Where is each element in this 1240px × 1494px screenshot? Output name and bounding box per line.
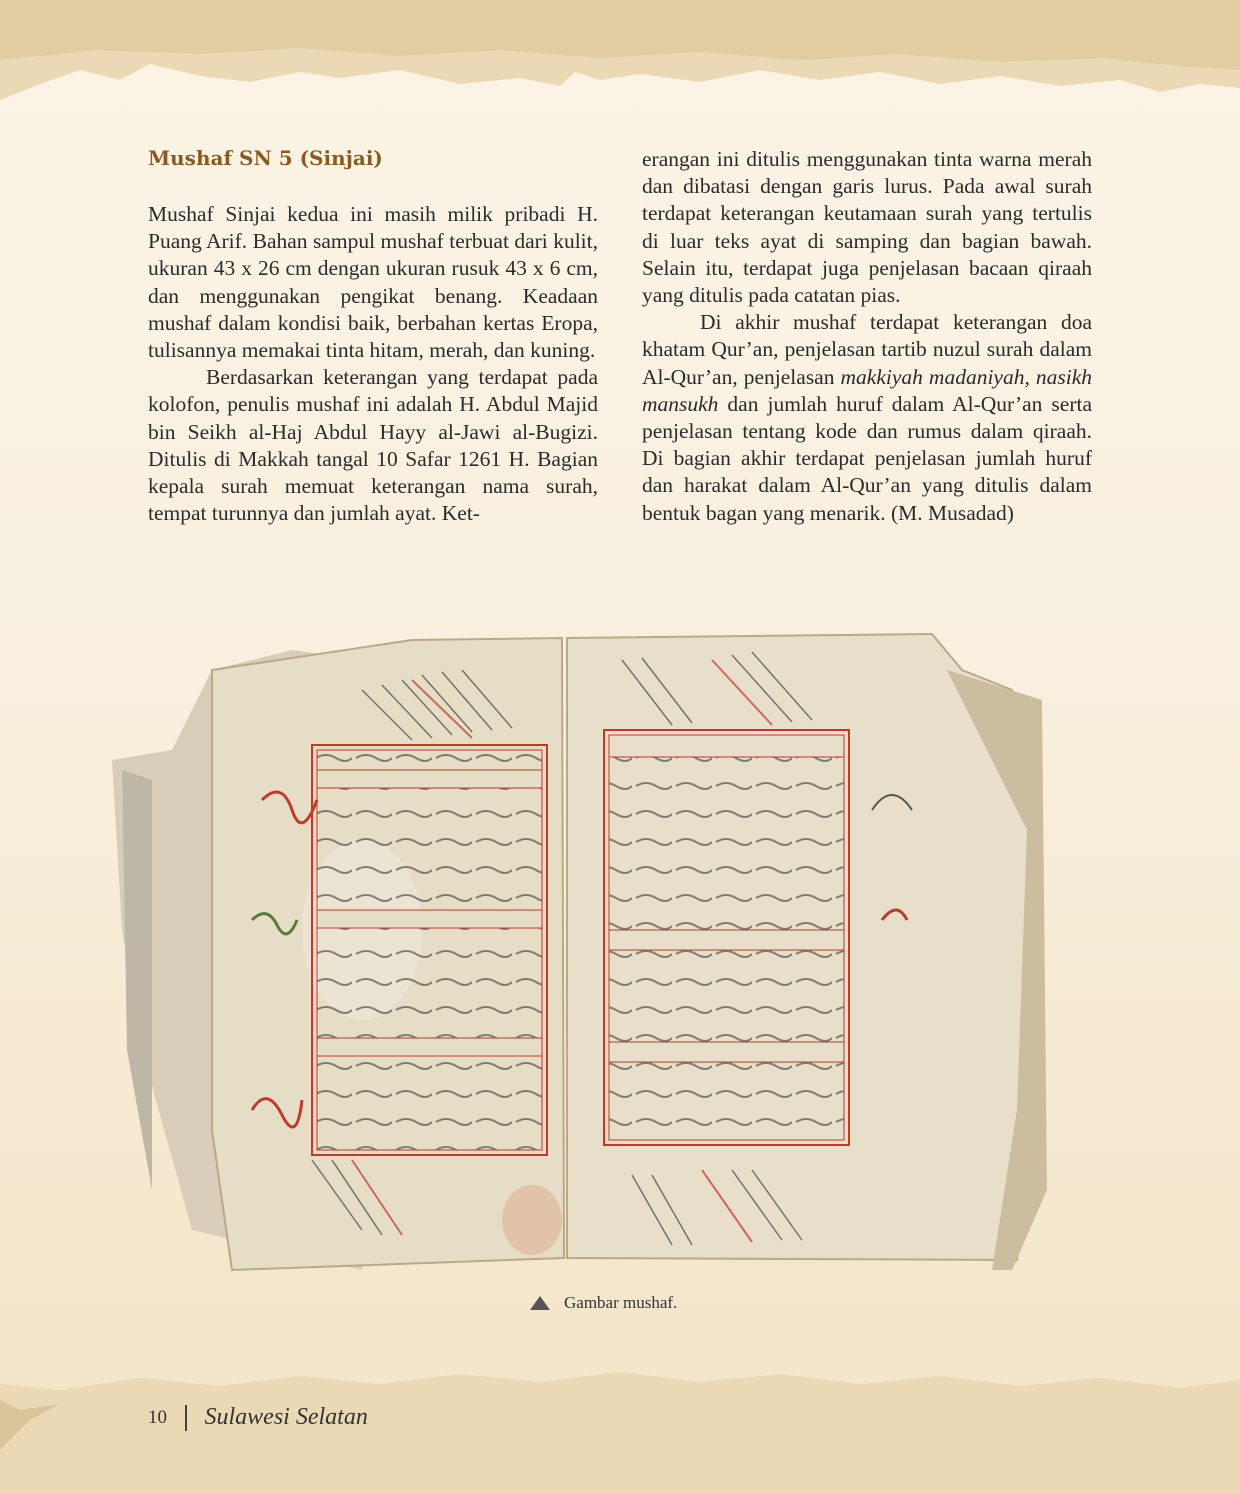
left-paragraph-2: Berdasarkan keterangan yang terdapat pada kolofon, penulis mushaf ini adalah H. Abdul Majid bin Seikh al-Haj Abdul Hayy al-Jawi al-Bugizi. Ditulis di Makkah tangal 10 Safar 1261 H. Bagian kepala surah memuat keterangan nama surah, tempat turunnya dan jumlah ayat. Ket- [148,365,598,526]
figure-caption [530,1293,677,1313]
page-footer [148,1404,368,1431]
torn-paper-top [0,0,1240,110]
right-paragraph-1: erangan ini ditulis menggunakan tinta warna merah dan dibatasi dengan garis lurus. Pada awal surah terdapat keterangan keutamaan surah yang tertulis di luar teks ayat di samping dan bagian bawah. Selain itu, terdapat juga penjelasan bacaan qiraah yang ditulis pada catatan pias. [642,147,1092,308]
torn-paper-bottom [0,1370,1240,1494]
right-column [642,146,1092,527]
triangle-icon [530,1296,550,1310]
right-paragraph-2-text-a: Di akhir mushaf terdapat keterangan doa khatam Qur’an, penjelasan tartib nuzul surah dalam Al-Qur’an, penjelasan [642,310,1092,389]
footer-divider [185,1405,187,1431]
right-paragraph-2 [642,309,1092,527]
left-paragraph-1: Mushaf Sinjai kedua ini masih milik pribadi H. Puang Arif. Bahan sampul mushaf terbuat dari kulit, ukuran 43 x 26 cm dengan ukuran rusuk 43 x 6 cm, dan menggunakan pengikat benang. Keadaan mushaf dalam kondisi baik, berbahan kertas Eropa, tulisannya memakai tinta hitam, merah, dan kuning. [148,202,598,363]
left-column [148,201,598,527]
right-paragraph-2-italic: makkiyah madaniyah, nasikh mansukh [642,364,1092,416]
caption-text: Gambar mushaf. [564,1293,678,1312]
mushaf-photo [112,630,1052,1285]
section-heading: Mushaf SN 5 (Sinjai) [148,146,383,170]
book-title: Sulawesi Selatan [204,1404,368,1430]
page-number: 10 [148,1406,167,1428]
right-paragraph-2-text-b: dan jumlah huruf dalam Al-Qur’an serta penjelasan tentang kode dan rumus dalam qiraah. Di bagian akhir terdapat penjelasan jumlah huruf dan harakat dalam Al-Qur’an yang ditulis dalam bentuk bagan yang menarik. (M. Musadad) [642,391,1092,525]
